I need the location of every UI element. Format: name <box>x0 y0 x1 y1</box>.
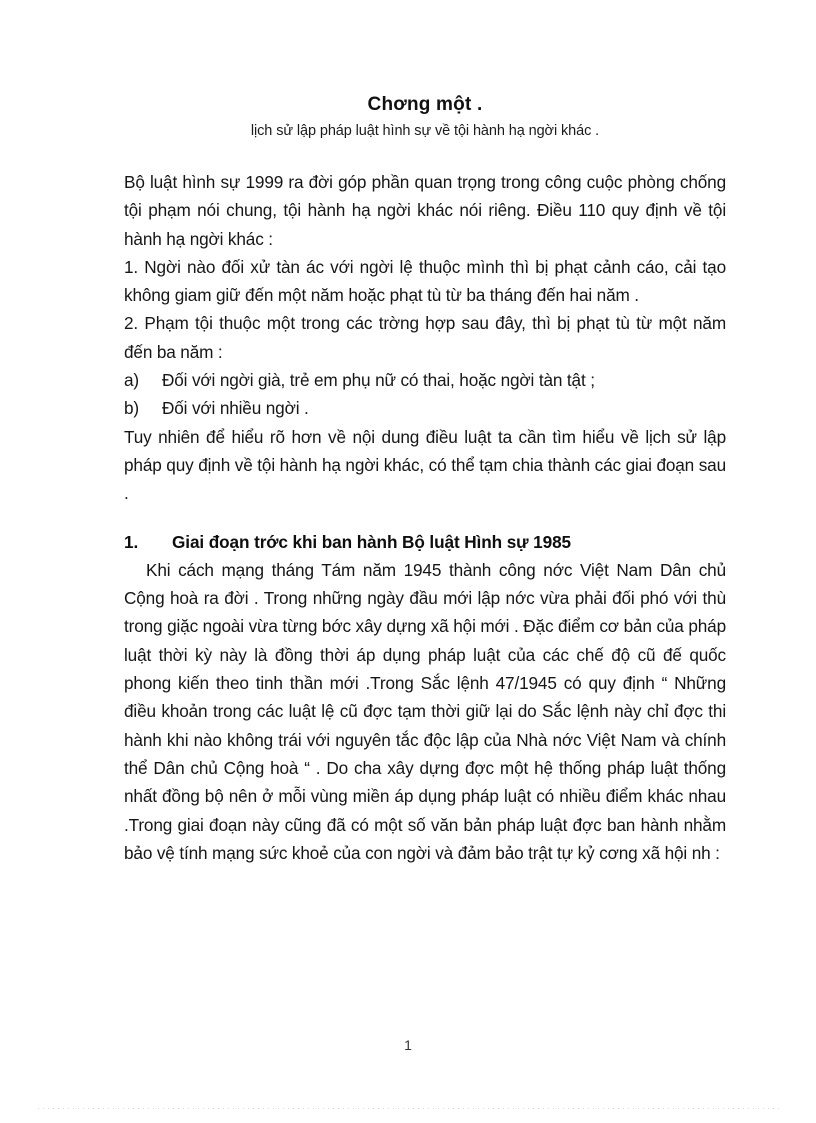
page-subtitle: lịch sử lập pháp luật hình sự về tội hành hạ ngời khác . <box>250 123 600 139</box>
list-item-a-text: Đối với ngời già, trẻ em phụ nữ có thai, hoặc ngời tàn tật ; <box>162 370 595 391</box>
section-heading-1-number: 1. <box>124 531 139 552</box>
list-item-b-text: Đối với nhiều ngời . <box>162 398 309 419</box>
section-heading-1-title: Giai đoạn trớc khi ban hành Bộ luật Hình sự 1985 <box>172 531 572 552</box>
list-item-b <box>124 394 726 422</box>
scan-artifact-dotted-rule <box>38 1108 780 1109</box>
list-item-b-marker: b) <box>124 398 139 419</box>
paragraph-transition: Tuy nhiên để hiểu rõ hơn về nội dung điều luật ta cần tìm hiểu về lịch sử lập pháp quy định về tội hành hạ ngời khác, có thể tạm chia thành các giai đoạn sau . <box>124 426 726 504</box>
list-item-a-marker: a) <box>124 370 139 391</box>
section-heading-1 <box>124 528 726 556</box>
paragraph-section-1-body: Khi cách mạng tháng Tám năm 1945 thành công nớc Việt Nam Dân chủ Cộng hoà ra đời . Trong những ngày đầu mới lập nớc vừa phải đối phó với thù trong giặc ngoài vừa từng bớc xây dựng xã hội mới . Đặc điểm cơ bản của pháp luật thời kỳ này là đồng thời áp dụng pháp luật của các chế độ cũ đế quốc phong kiến theo tinh thần mới .Trong Sắc lệnh 47/1945 có quy định “ Những điều khoản trong các luật lệ cũ đợc tạm thời giữ lại do Sắc lệnh này chỉ đợc thi hành khi nào không trái với nguyên tắc độc lập của Nhà nớc Việt Nam và chính thể Dân chủ Cộng hoà “ . Do cha xây dựng đợc một hệ thống pháp luật thống nhất đồng bộ nên ở mỗi vùng miền áp dụng pháp luật có nhiều điểm khác nhau .Trong giai đoạn này cũng đã có một số văn bản pháp luật đợc ban hành nhằm bảo vệ tính mạng sức khoẻ của con ngời và đảm bảo trật tự kỷ cơng xã hội nh : <box>124 559 726 863</box>
page-content <box>124 92 726 867</box>
list-item-a <box>124 366 726 394</box>
paragraph-clause-1: 1. Ngời nào đối xử tàn ác với ngời lệ thuộc mình thì bị phạt cảnh cáo, cải tạo không giam giữ đến một năm hoặc phạt tù từ ba tháng đến hai năm . <box>124 256 726 306</box>
page-title: Chơng một . <box>367 94 483 115</box>
page-number: 1 <box>404 1037 412 1053</box>
paragraph-intro: Bộ luật hình sự 1999 ra đời góp phần quan trọng trong công cuộc phòng chống tội phạm nói chung, tội hành hạ ngời khác nói riêng. Điều 110 quy định về tội hành hạ ngời khác : <box>124 172 726 249</box>
paragraph-clause-2: 2. Phạm tội thuộc một trong các trờng hợp sau đây, thì bị phạt tù từ một năm đến ba năm : <box>124 313 726 362</box>
